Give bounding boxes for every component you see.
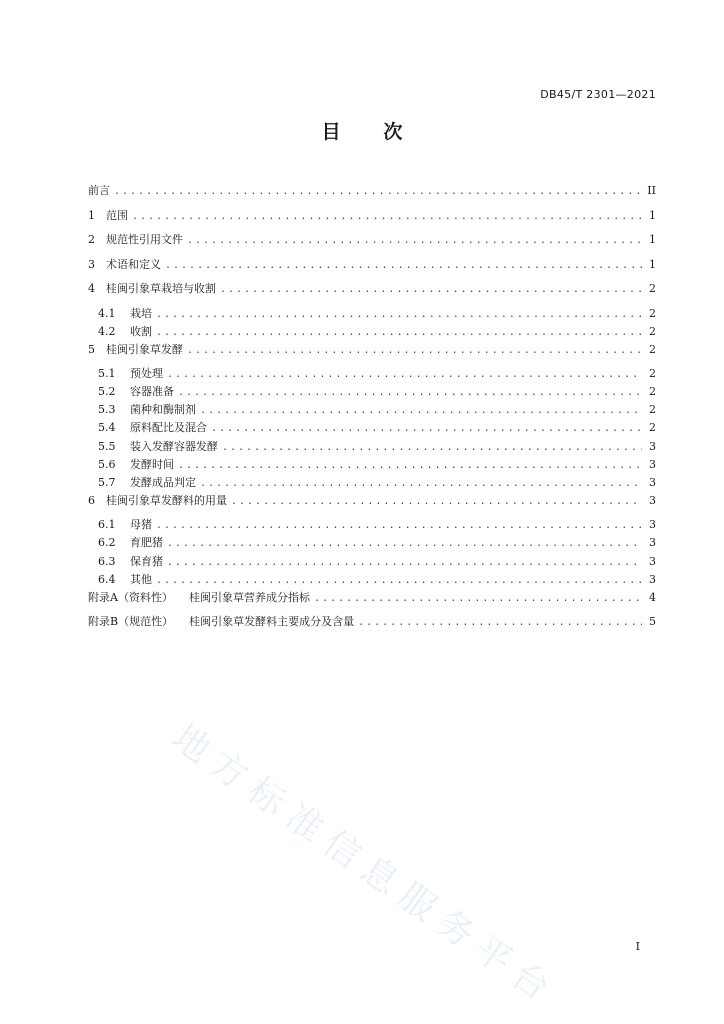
page-number: I — [635, 940, 640, 953]
toc-entry-5-1[interactable] — [88, 365, 656, 383]
toc-entry-label: 发酵时间 — [130, 457, 174, 471]
toc-entry-page: 2 — [649, 306, 656, 320]
toc-leader-dots — [156, 309, 642, 320]
toc-entry-page: 5 — [649, 615, 656, 629]
toc-entry-page: 1 — [649, 257, 656, 271]
toc-entry-page: 4 — [649, 590, 656, 604]
toc-entry-page: 2 — [649, 342, 656, 356]
toc-entry-number: 6.1 — [98, 518, 116, 532]
toc-entry-6-4[interactable] — [88, 571, 656, 589]
toc-entry-2[interactable] — [88, 231, 656, 256]
toc-leader-dots — [178, 387, 642, 398]
toc-entry-5-4[interactable] — [88, 419, 656, 437]
toc-entry-number: 5.3 — [98, 403, 116, 417]
toc-entry-label: 收割 — [130, 324, 152, 338]
toc-entry-appendix-b[interactable] — [88, 613, 656, 638]
toc-entry-5[interactable] — [88, 341, 656, 366]
toc-entry-number: 5.1 — [98, 367, 116, 381]
toc-leader-dots — [167, 557, 642, 568]
toc-entry-number: 1 — [88, 208, 95, 222]
toc-entry-4[interactable] — [88, 280, 656, 305]
toc-entry-appendix-a[interactable] — [88, 589, 656, 614]
toc-entry-number: 5.2 — [98, 385, 116, 399]
toc-entry-number: 4.1 — [98, 306, 116, 320]
toc-entry-label: 栽培 — [130, 306, 152, 320]
toc-entry-label: 育肥猪 — [130, 536, 163, 550]
toc-entry-label: 桂闽引象草发酵 — [106, 342, 183, 356]
toc-entry-page: 3 — [649, 572, 656, 586]
toc-entry-label: 预处理 — [130, 367, 163, 381]
toc-leader-dots — [222, 442, 642, 453]
toc-leader-dots — [187, 235, 642, 246]
toc-leader-dots — [156, 520, 642, 531]
toc-leader-dots — [200, 478, 642, 489]
toc-entry-number: 5.5 — [98, 439, 116, 453]
toc-leader-dots — [156, 327, 642, 338]
toc-entry-page: 1 — [649, 233, 656, 246]
appendix-title: 桂闽引象草发酵料主要成分及含量 — [189, 615, 355, 629]
toc-leader-dots — [187, 345, 642, 356]
toc-entry-number: 6.3 — [98, 554, 116, 568]
toc-entry-page: 3 — [649, 554, 656, 568]
toc-entry-number: 5.4 — [98, 421, 116, 435]
toc-entry-label: 菌种和酶制剂 — [130, 403, 196, 417]
toc-entry-label: 规范性引用文件 — [106, 233, 183, 246]
toc-entry-page: 2 — [649, 385, 656, 399]
appendix-prefix: 附录B（规范性） — [88, 615, 174, 629]
toc-entry-number: 6.4 — [98, 572, 116, 586]
toc-entry-label: 前言 — [88, 184, 110, 197]
toc-entry-5-5[interactable] — [88, 438, 656, 456]
toc-entry-page: 2 — [649, 403, 656, 417]
toc-entry-page: II — [647, 184, 656, 197]
toc-entry-label: 桂闽引象草发酵料的用量 — [106, 493, 227, 507]
toc-entry-label: 其他 — [130, 572, 152, 586]
toc-entry-label: 桂闽引象草栽培与收割 — [106, 282, 216, 295]
toc-entry-number: 6.2 — [98, 536, 116, 550]
toc-entry-1[interactable] — [88, 207, 656, 232]
toc-leader-dots — [220, 284, 642, 295]
toc-leader-dots — [211, 423, 642, 434]
appendix-prefix: 附录A（资料性） — [88, 590, 173, 604]
toc-leader-dots — [114, 186, 642, 197]
toc-entry-5-3[interactable] — [88, 401, 656, 419]
toc-entry-page: 3 — [649, 493, 656, 507]
page-title — [0, 117, 724, 144]
document-code: DB45/T 2301—2021 — [540, 88, 656, 101]
toc-entry-number: 5.7 — [98, 475, 116, 489]
toc-entry-6-1[interactable] — [88, 516, 656, 534]
toc-leader-dots — [132, 211, 642, 222]
toc-leader-dots — [165, 260, 642, 271]
toc-entry-5-7[interactable] — [88, 474, 656, 492]
toc-entry-label: 原料配比及混合 — [130, 421, 207, 435]
toc-entry-label: 保育猪 — [130, 554, 163, 568]
toc-leader-dots — [231, 496, 642, 507]
toc-entry-label: 装入发酵容器发酵 — [130, 439, 218, 453]
toc-entry-label: 发酵成品判定 — [130, 475, 196, 489]
toc-leader-dots — [156, 575, 642, 586]
toc-entry-4-2[interactable] — [88, 323, 656, 341]
toc-entry-6-2[interactable] — [88, 534, 656, 552]
toc-entry-page: 3 — [649, 475, 656, 489]
toc-entry-page: 2 — [649, 282, 656, 295]
toc-entry-6-3[interactable] — [88, 553, 656, 571]
toc-entry-4-1[interactable] — [88, 305, 656, 323]
toc-entry-label: 范围 — [106, 208, 128, 222]
toc-entry-label: 母猪 — [130, 518, 152, 532]
toc-entry-page: 3 — [649, 457, 656, 471]
toc-entry-6[interactable] — [88, 492, 656, 517]
toc-entry-page: 3 — [649, 439, 656, 453]
toc-entry-page: 2 — [649, 421, 656, 435]
toc-entry-number: 6 — [88, 493, 95, 507]
toc-entry-5-6[interactable] — [88, 456, 656, 474]
toc-entry-label: 术语和定义 — [106, 257, 161, 271]
toc-entry-page: 2 — [649, 367, 656, 381]
toc-entry-label: 容器准备 — [130, 385, 174, 399]
toc-leader-dots — [200, 405, 642, 416]
appendix-title: 桂闽引象草营养成分指标 — [188, 590, 310, 604]
toc-entry-3[interactable] — [88, 256, 656, 281]
toc-leader-dots — [167, 369, 642, 380]
toc-entry-number: 5 — [88, 342, 95, 356]
toc-leader-dots — [178, 460, 642, 471]
toc-leader-dots — [314, 593, 642, 604]
toc-entry-page: 1 — [649, 208, 656, 222]
toc-entry-page: 3 — [649, 536, 656, 550]
toc-entry-foreword[interactable] — [88, 182, 656, 207]
toc-entry-page: 3 — [649, 518, 656, 532]
toc-entry-number: 2 — [88, 233, 95, 246]
title-char-1: 目 — [321, 121, 341, 143]
toc-entry-number: 4 — [88, 282, 95, 295]
table-of-contents — [88, 182, 656, 638]
toc-leader-dots — [358, 617, 642, 628]
toc-entry-page: 2 — [649, 324, 656, 338]
watermark: 地方标准信息服务平台 — [164, 717, 565, 1015]
toc-entry-number: 4.2 — [98, 324, 116, 338]
toc-entry-number: 5.6 — [98, 457, 116, 471]
toc-entry-5-2[interactable] — [88, 383, 656, 401]
toc-entry-number: 3 — [88, 257, 95, 271]
title-char-2: 次 — [383, 121, 403, 143]
toc-leader-dots — [167, 538, 642, 549]
